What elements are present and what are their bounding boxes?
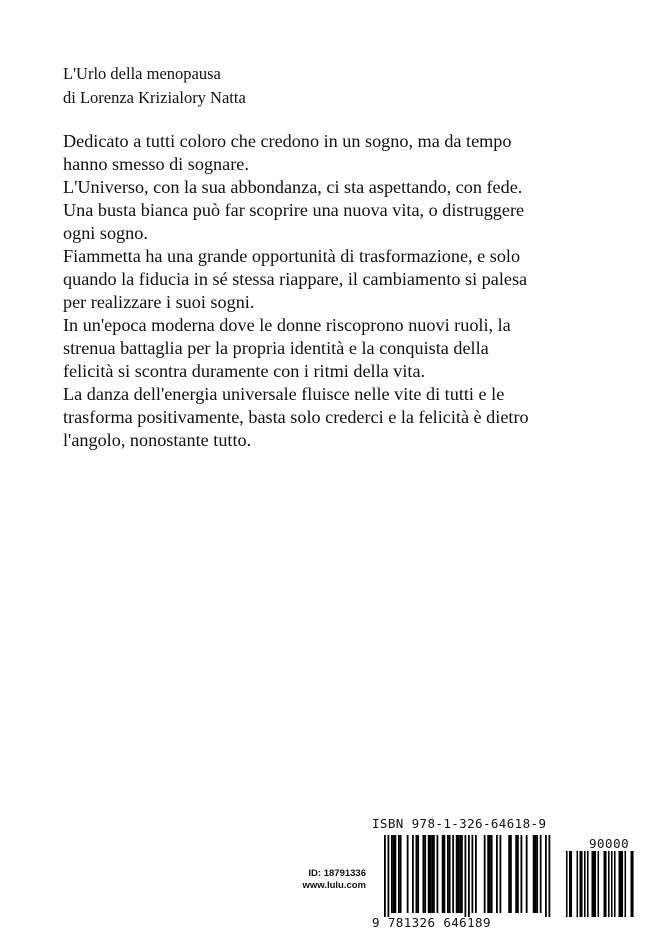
barcode-bar [428,835,430,913]
barcode-bar [424,835,426,913]
addon-bar [595,851,597,917]
barcode-bar [545,835,547,917]
barcode-bar [496,835,498,913]
barcode-bar [430,835,432,913]
addon-bar [608,851,610,917]
barcode-bar [452,835,454,913]
barcode-bar [521,835,523,913]
blurb-paragraph: Dedicato a tutti coloro che credono in un sogno, ma da tempo hanno smesso di sognare. [63,131,512,174]
addon-bar [619,851,621,917]
barcode-bar [398,835,400,913]
barcode-bar [444,835,446,913]
barcode-bar [475,835,477,913]
addon-bar [625,851,627,917]
price-addon-digits: 90000 [589,836,630,851]
book-title: L'Urlo della menopausa [63,64,221,83]
addon-bar [571,851,573,917]
addon-bar [580,851,582,917]
barcode-bar [515,835,517,913]
barcode-bar [416,835,418,913]
barcode-bar [484,835,486,913]
addon-bar [604,851,606,917]
addon-bar [592,851,594,917]
barcode-bar [442,835,444,913]
barcode-bar [437,835,439,913]
blurb-paragraph: L'Universo, con la sua abbondanza, ci sta aspettando, con fede. [63,177,523,197]
barcode-bar [449,835,451,913]
addon-bar [584,851,586,917]
addon-bar [605,851,607,917]
addon-bar [631,851,633,917]
barcode-bar [456,835,458,913]
barcode-bar [407,835,409,913]
blurb-paragraph: Una busta bianca può far scoprire una nuova vita, o distruggere ogni sogno. [63,200,525,243]
barcode-bars [372,835,634,917]
blurb-paragraph: La danza dell'energia universale fluisce nelle vite di tutti e le trasforma positivamente, basta solo crederci e la felicità è dietro l'angolo, nonostante tutto. [63,384,529,450]
barcode-bar [491,835,493,913]
barcode-bar [391,835,393,913]
barcode-bar [447,835,449,913]
barcode-bar [465,835,467,917]
addon-bar [569,851,571,917]
blurb-paragraph: In un'epoca moderna dove le donne riscoprono nuovi ruoli, la strenua battaglia per la propria identità e la conquista della felicità si scontra duramente con i ritmi della vita. [63,315,511,381]
book-author: di Lorenza Krizialory Natta [63,88,246,107]
addon-bar [598,851,600,917]
barcode-bar [533,835,535,913]
ean-digits: 9 781326 646189 [372,915,491,930]
addon-bar [611,851,613,917]
isbn-label: ISBN 978-1-326-64618-9 [372,816,547,831]
barcode-bar [489,835,491,913]
barcode-bar [423,835,425,913]
barcode-bar [431,835,433,913]
barcode-bar [517,835,519,913]
barcode-bar [487,835,489,913]
book-header [63,62,246,110]
barcode-bar [433,835,435,913]
addon-bar [581,851,583,917]
back-cover-blurb [63,130,533,452]
addon-bar [614,851,616,917]
publisher-url: www.lulu.com [302,880,366,891]
barcode-bar [384,835,386,917]
barcode-bar [388,835,390,917]
addon-bar [566,851,568,917]
barcode-bar [500,835,502,913]
barcode-bar [461,835,463,913]
barcode-bar [393,835,395,913]
barcode-bar [458,835,460,913]
barcode-bar [472,835,474,913]
barcode-bar [400,835,402,913]
barcode-bar [535,835,537,913]
barcode-bar [508,835,510,913]
barcode-bar [540,835,542,913]
barcode-bar [468,835,470,917]
addon-bar [632,851,634,917]
barcode-bar [417,835,419,913]
addon-bar [577,851,579,917]
addon-bar [593,851,595,917]
publisher-id: ID: 18791336 [308,868,366,879]
barcode-bar [459,835,461,913]
addon-bar [620,851,622,917]
publisher-info [276,868,366,892]
isbn-barcode [372,816,634,934]
barcode-bar [412,835,414,913]
barcode-bar [510,835,512,913]
addon-bar [622,851,624,917]
barcode-bar [526,835,528,913]
barcode-bar [536,835,538,913]
barcode-bar [395,835,397,913]
blurb-paragraph: Fiammetta ha una grande opportunità di trasformazione, e solo quando la fiducia in sé stessa riappare, il cambiamento si palesa per realizzare i suoi sogni. [63,246,528,312]
barcode-bar [549,835,551,917]
addon-bar [587,851,589,917]
